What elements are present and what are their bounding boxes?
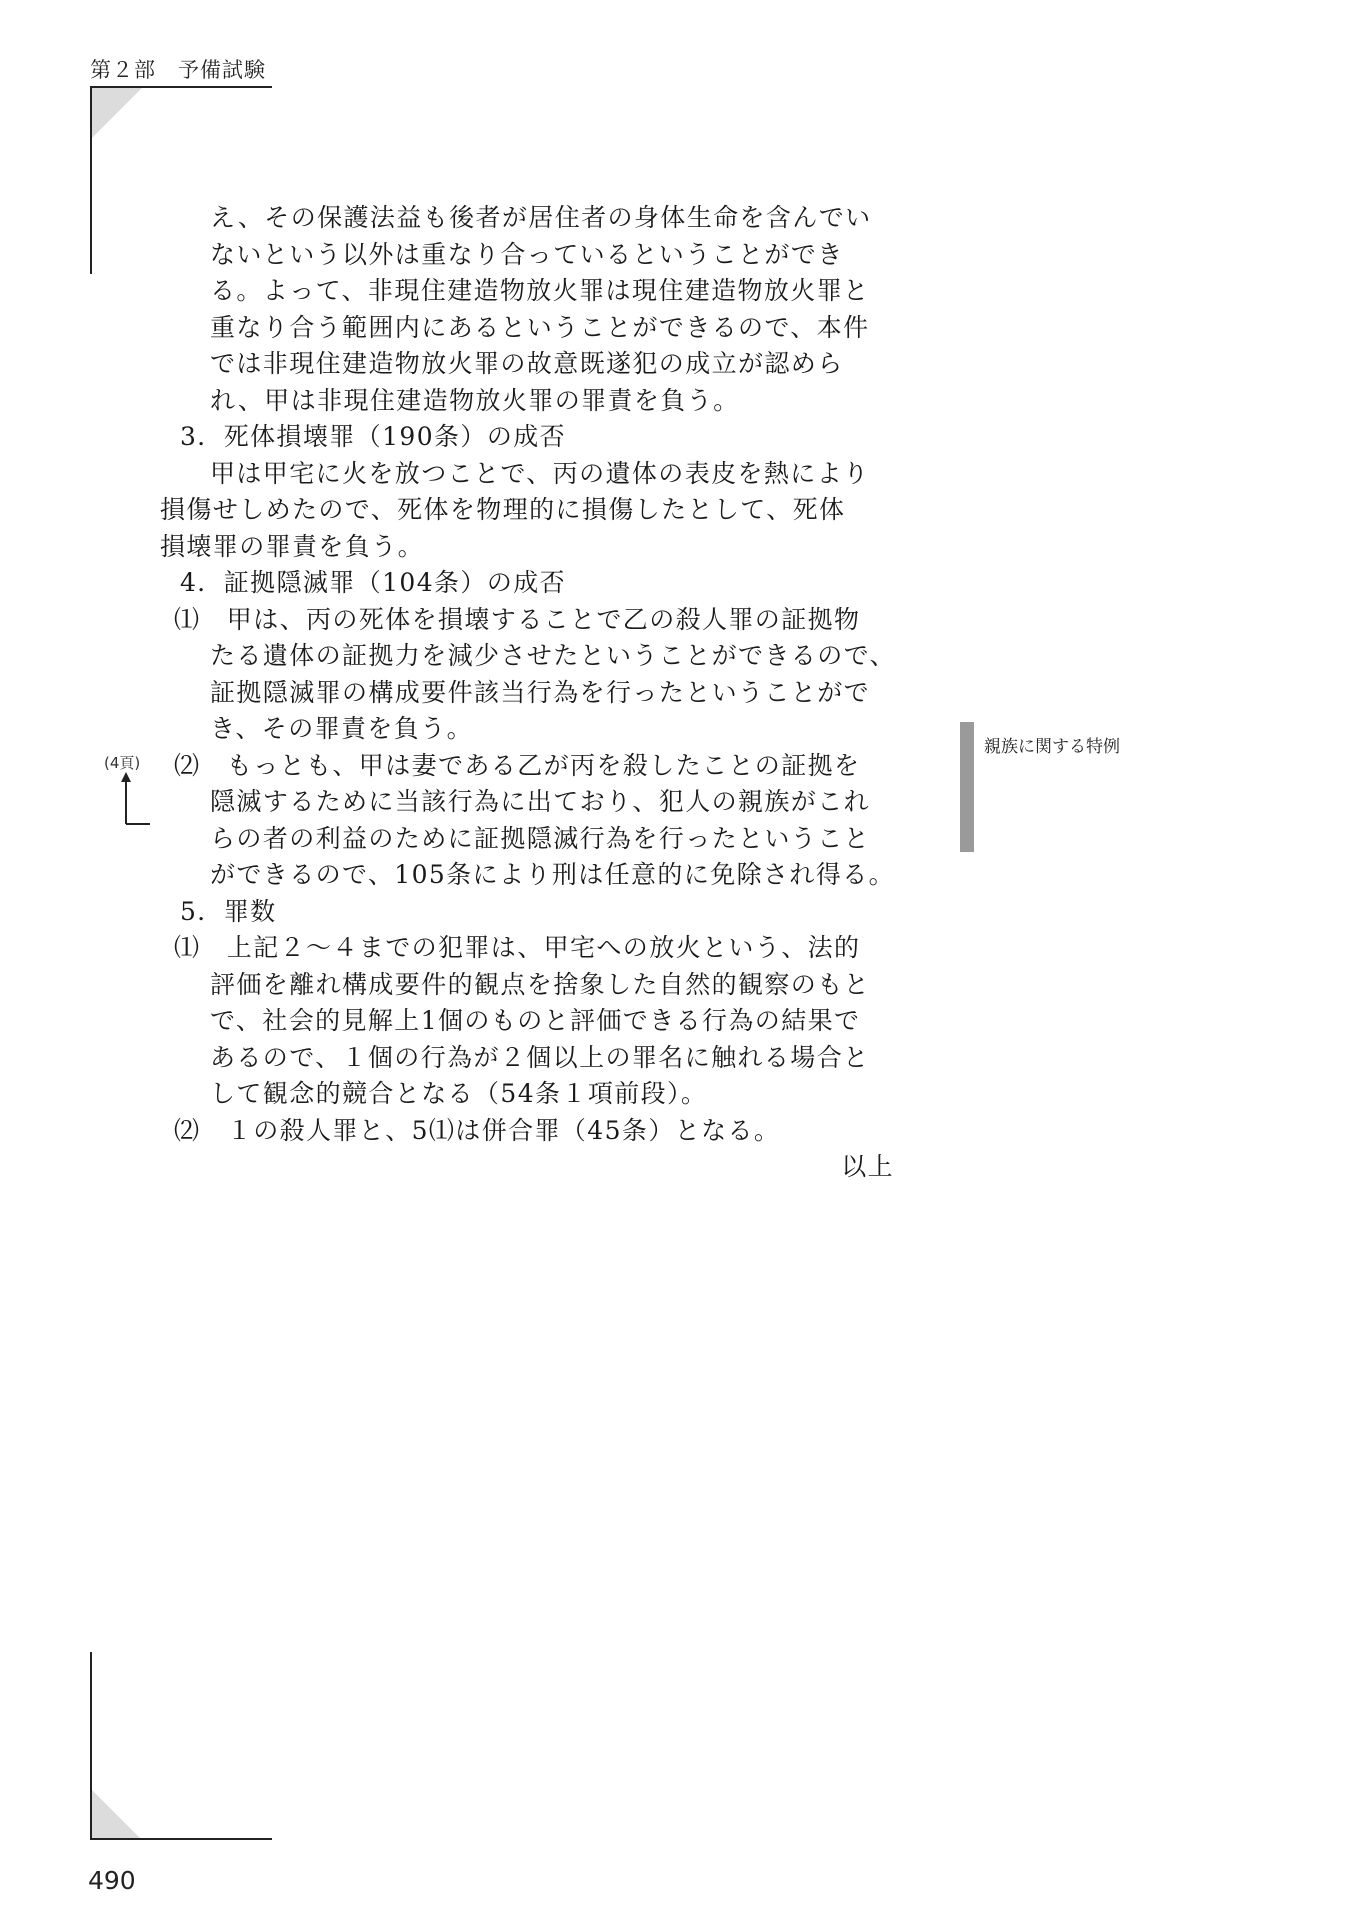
side-note <box>960 722 1120 852</box>
body-line: る。よって、非現住建造物放火罪は現住建造物放火罪と <box>210 276 870 305</box>
body-line: して観念的競合となる（54条１項前段）。 <box>210 1079 708 1108</box>
body-line: ができるので、105条により刑は任意的に免除され得る。 <box>210 860 896 889</box>
body-line: き、その罪責を負う。 <box>210 714 474 743</box>
body-line: で、社会的見解上1個のものと評価できる行為の結果で <box>210 1006 861 1035</box>
body-line: 甲は甲宅に火を放つことで、丙の遺体の表皮を熱により <box>210 458 870 488</box>
body-line: たる遺体の証拠力を減少させたということができるので、 <box>210 641 896 670</box>
cross-reference-label: (4頁) <box>104 754 141 772</box>
body-line: 評価を離れ構成要件的観点を捨象した自然的観察のもと <box>210 969 871 999</box>
header-title: 第２部 予備試験 <box>90 58 266 82</box>
body-line: らの者の利益のために証拠隠滅行為を行ったということ <box>210 823 871 853</box>
section-heading: 3．死体損壊罪（190条）の成否 <box>180 422 567 451</box>
page-number: 490 <box>88 1866 136 1895</box>
section-heading: 5．罪数 <box>180 896 277 926</box>
footer-rule <box>90 1838 272 1840</box>
body-line: 重なり合う範囲内にあるということができるので、本件 <box>210 312 870 342</box>
body-line: 隠滅するために当該行為に出ており、犯人の親族がこれ <box>210 787 871 816</box>
body-line: 損壊罪の罪責を負う。 <box>160 531 425 561</box>
body-line: れ、甲は非現住建造物放火罪の罪責を負う。 <box>210 385 740 415</box>
body-line: 損傷せしめたので、死体を物理的に損傷したとして、死体 <box>160 495 846 524</box>
section-heading: 4．証拠隠滅罪（104条）の成否 <box>180 568 567 597</box>
body-line: ⑴ 甲は、丙の死体を損壊することで乙の殺人罪の証拠物 <box>174 604 861 634</box>
body-line: あるので、１個の行為が２個以上の罪名に触れる場合と <box>210 1042 870 1072</box>
body-line: では非現住建造物放火罪の故意既遂犯の成立が認めら <box>210 349 844 378</box>
body-line: ⑵ もっとも、甲は妻である乙が丙を殺したことの証拠を <box>174 750 861 780</box>
body-line: え、その保護法益も後者が居住者の身体生命を含んでい <box>210 203 872 232</box>
footer-corner-triangle <box>92 1790 142 1840</box>
cross-reference-arrow-icon <box>118 772 154 832</box>
body-text <box>160 200 900 1186</box>
body-line: ⑴ 上記２～４までの犯罪は、甲宅への放火という、法的 <box>174 933 861 962</box>
body-line: ないという以外は重なり合っているということができ <box>210 239 844 269</box>
body-line: ⑵ １の殺人罪と、5⑴は併合罪（45条）となる。 <box>174 1115 781 1145</box>
body-line: 証拠隠滅罪の構成要件該当行為を行ったということがで <box>210 677 871 707</box>
side-note-label: 親族に関する特例 <box>984 737 1120 757</box>
header-corner-triangle <box>92 88 142 138</box>
closing-mark: 以上 <box>841 1152 894 1181</box>
